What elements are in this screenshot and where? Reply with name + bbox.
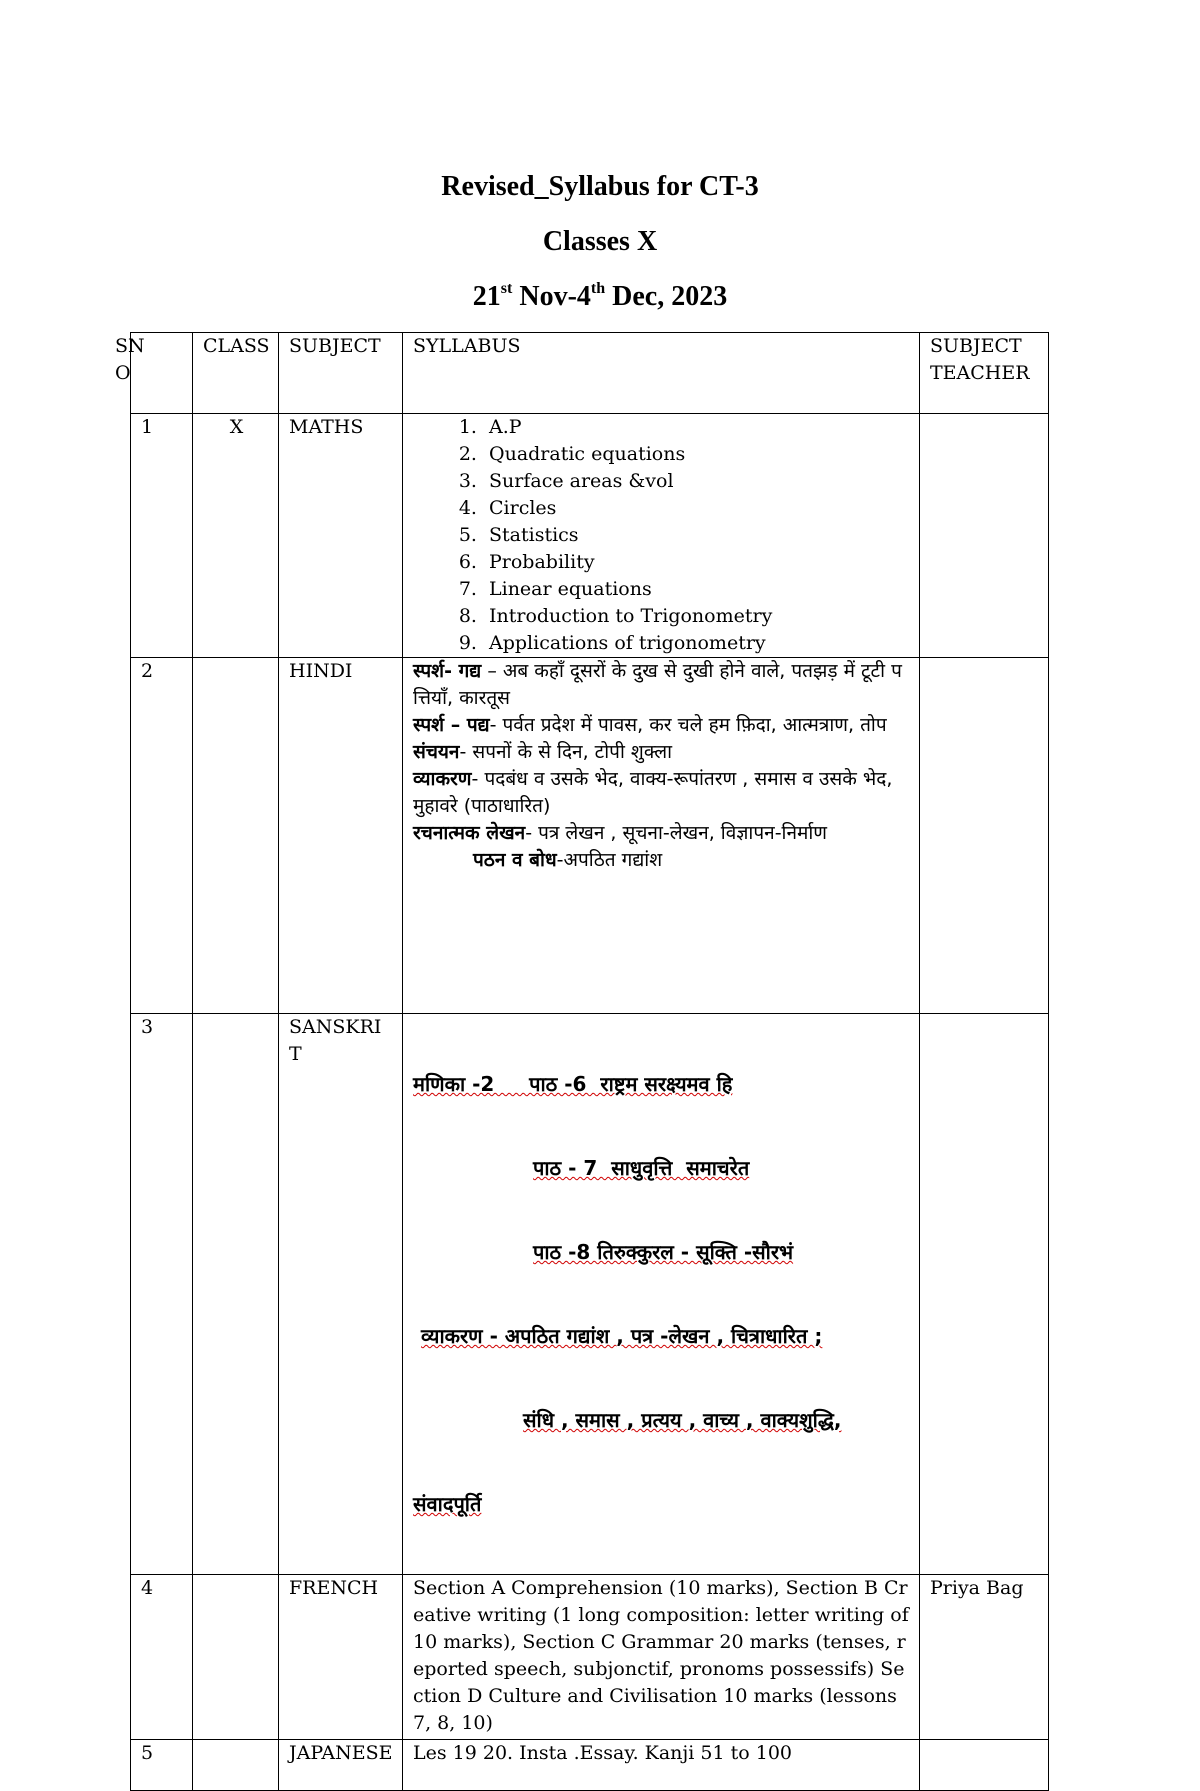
list-item: 8. Introduction to Trigonometry [483, 603, 911, 630]
row-teacher: Priya Bag [920, 1575, 1049, 1740]
row-class [193, 1575, 279, 1740]
row-class [193, 1740, 279, 1791]
sanskrit-line: मणिका -2 पाठ -6 राष्ट्रम सरक्ष्यमव हि [413, 1072, 733, 1096]
list-item: 5. Statistics [483, 522, 911, 549]
hindi-line: व्याकरण- पदबंध व उसके भेद, वाक्य-रूपांतरण , समास व उसके भेद, मुहावरे (पाठाधारित) [413, 768, 893, 817]
row-subject: JAPANESE [279, 1740, 403, 1791]
document-date-range [0, 280, 1200, 314]
date-start-number: 21 [472, 281, 501, 312]
row-teacher [920, 1014, 1049, 1575]
sanskrit-line: पाठ -8 तिरुक्कुरल - सूक्ति -सौरभं [533, 1240, 794, 1264]
sanskrit-line: पाठ - 7 साधुवृत्ति समाचरेत [533, 1156, 750, 1180]
row-teacher [920, 414, 1049, 658]
list-item: 1. A.P [483, 414, 911, 441]
hindi-line: पठन व बोध-अपठित गद्यांश [473, 849, 663, 871]
row-sno: 4 [131, 1575, 193, 1740]
row-syllabus [403, 658, 920, 1014]
hindi-line: स्पर्श – पद्य- पर्वत प्रदेश में पावस, कर चले हम फ़िदा, आत्मत्राण, तोप [413, 714, 887, 736]
row-teacher [920, 1740, 1049, 1791]
document-subtitle-classes: Classes X [542, 226, 658, 257]
list-item: 3. Surface areas &vol [483, 468, 911, 495]
table-header-row [131, 333, 1049, 414]
date-start-suffix: st [500, 279, 513, 297]
row-subject: SANSKRIT [279, 1014, 403, 1575]
list-item: 9. Applications of trigonometry [483, 630, 911, 657]
row-teacher [920, 658, 1049, 1014]
header-subject-teacher: SUBJECT TEACHER [920, 333, 1049, 414]
row-subject: MATHS [279, 414, 403, 658]
row-syllabus: Section A Comprehension (10 marks), Section B Creative writing (1 long composition: letter writing of 10 marks), Section C Grammar 20 marks (tenses, reported speech, subjonctif, pronoms possessifs) Section D Culture and Civilisation 10 marks (lessons 7, 8, 10) [403, 1575, 920, 1740]
row-class: X [193, 414, 279, 658]
list-item: 6. Probability [483, 549, 911, 576]
table-row [131, 1014, 1049, 1575]
row-syllabus [403, 414, 920, 658]
table-row [131, 414, 1049, 658]
maths-topic-list [413, 414, 911, 657]
row-syllabus: Les 19 20. Insta .Essay. Kanji 51 to 100 [403, 1740, 920, 1791]
table-row [131, 658, 1049, 1014]
list-item: 2. Quadratic equations [483, 441, 911, 468]
list-item: 4. Circles [483, 495, 911, 522]
hindi-line: संचयन- सपनों के से दिन, टोपी शुक्ला [413, 741, 672, 763]
sanskrit-line: संधि , समास , प्रत्यय , वाच्य , वाक्यशुद्धि, [523, 1408, 842, 1432]
row-subject: FRENCH [279, 1575, 403, 1740]
document-title: Revised_Syllabus for CT-3 [441, 171, 759, 202]
hindi-line: रचनात्मक लेखन- पत्र लेखन , सूचना-लेखन, विज्ञापन-निर्माण [413, 822, 828, 844]
date-end-suffix: th [590, 279, 606, 297]
date-middle: Nov-4 [512, 281, 591, 312]
row-sno: 3 [131, 1014, 193, 1575]
header-syllabus: SYLLABUS [403, 333, 920, 414]
hindi-line: स्पर्श- गद्य – अब कहाँ दूसरों के दुख से दुखी होने वाले, पतझड़ में टूटी पत्तियाँ, कारतूस [413, 660, 902, 709]
header-class: CLASS [193, 333, 279, 414]
row-sno: 5 [131, 1740, 193, 1791]
header-subject: SUBJECT [279, 333, 403, 414]
table-row [131, 1740, 1049, 1791]
row-subject: HINDI [279, 658, 403, 1014]
table-row [131, 1575, 1049, 1740]
row-class [193, 658, 279, 1014]
sanskrit-line: संवादपूर्ति [413, 1492, 482, 1516]
header-sno: SNO [131, 333, 193, 414]
sanskrit-line: व्याकरण - अपठित गद्यांश , पत्र -लेखन , चित्राधारित ; [421, 1324, 823, 1348]
row-syllabus [403, 1014, 920, 1575]
date-end: Dec, 2023 [605, 281, 728, 312]
row-sno: 1 [131, 414, 193, 658]
list-item: 7. Linear equations [483, 576, 911, 603]
row-class [193, 1014, 279, 1575]
row-sno: 2 [131, 658, 193, 1014]
syllabus-table [115, 332, 1049, 1791]
